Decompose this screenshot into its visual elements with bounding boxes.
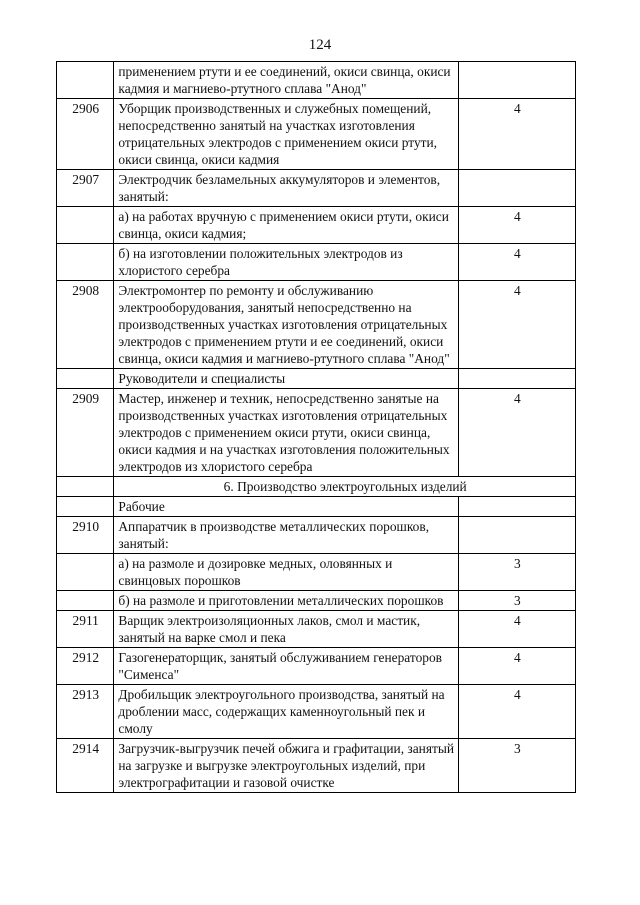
row-description: Аппаратчик в производстве металлических порошков, занятый: <box>114 517 458 554</box>
row-value: 4 <box>458 99 575 170</box>
row-code <box>57 477 114 497</box>
table-row <box>57 648 576 685</box>
table-row <box>57 369 576 389</box>
row-code <box>57 207 114 244</box>
row-code <box>57 62 114 99</box>
row-code: 2907 <box>57 170 114 207</box>
table-row <box>57 207 576 244</box>
row-description: Уборщик производственных и служебных помещений, непосредственно занятый на участках изготовления отрицательных электродов с применением окиси ртути, окиси свинца, окиси кадмия <box>114 99 458 170</box>
row-value <box>458 62 575 99</box>
table-row <box>57 99 576 170</box>
row-value <box>458 369 575 389</box>
row-code: 2908 <box>57 281 114 369</box>
table-row <box>57 244 576 281</box>
row-value: 4 <box>458 281 575 369</box>
table-row <box>57 62 576 99</box>
row-description: б) на размоле и приготовлении металлических порошков <box>114 591 458 611</box>
row-value: 4 <box>458 685 575 739</box>
row-value: 4 <box>458 207 575 244</box>
row-value: 4 <box>458 611 575 648</box>
row-code: 2913 <box>57 685 114 739</box>
table-row <box>57 554 576 591</box>
table-row <box>57 497 576 517</box>
row-description: применением ртути и ее соединений, окиси свинца, окиси кадмия и магниево-ртутного сплава "Анод" <box>114 62 458 99</box>
table-row <box>57 739 576 793</box>
row-value: 3 <box>458 739 575 793</box>
row-description: Мастер, инженер и техник, непосредственно занятые на производственных участках изготовления отрицательных электродов с применением окиси ртути, окиси свинца, окиси кадмия и на участках изготовления положительных электродов из хлористого серебра <box>114 389 458 477</box>
row-code <box>57 554 114 591</box>
row-code: 2912 <box>57 648 114 685</box>
row-description: Варщик электроизоляционных лаков, смол и мастик, занятый на варке смол и пека <box>114 611 458 648</box>
row-value: 3 <box>458 591 575 611</box>
occupation-table <box>56 61 576 793</box>
row-description: б) на изготовлении положительных электродов из хлористого серебра <box>114 244 458 281</box>
row-value <box>458 517 575 554</box>
row-description: Рабочие <box>114 497 458 517</box>
table-row <box>57 281 576 369</box>
table-row <box>57 170 576 207</box>
row-code <box>57 244 114 281</box>
row-description: Электромонтер по ремонту и обслуживанию электрооборудования, занятый непосредственно на производственных участках изготовления отрицательных электродов с применением ртути и ее соединений, окиси свинца, окиси кадмия и магниево-ртутного сплава "Анод" <box>114 281 458 369</box>
row-description: Электродчик безламельных аккумуляторов и элементов, занятый: <box>114 170 458 207</box>
row-code: 2911 <box>57 611 114 648</box>
row-description: Газогенераторщик, занятый обслуживанием генераторов "Сименса" <box>114 648 458 685</box>
table-row <box>57 389 576 477</box>
row-code: 2906 <box>57 99 114 170</box>
table-row <box>57 685 576 739</box>
row-description: Руководители и специалисты <box>114 369 458 389</box>
row-code: 2914 <box>57 739 114 793</box>
table-row <box>57 517 576 554</box>
table-row <box>57 591 576 611</box>
row-code <box>57 369 114 389</box>
row-value: 4 <box>458 244 575 281</box>
section-heading: 6. Производство электроугольных изделий <box>114 477 576 497</box>
row-description: а) на размоле и дозировке медных, оловянных и свинцовых порошков <box>114 554 458 591</box>
row-code <box>57 591 114 611</box>
row-description: Загрузчик-выгрузчик печей обжига и графитации, занятый на загрузке и выгрузке электроугольных изделий, при электрографитации и газовой очистке <box>114 739 458 793</box>
row-code <box>57 497 114 517</box>
row-description: а) на работах вручную с применением окиси ртути, окиси свинца, окиси кадмия; <box>114 207 458 244</box>
row-value <box>458 170 575 207</box>
page-number: 124 <box>308 37 332 53</box>
row-value: 3 <box>458 554 575 591</box>
row-value: 4 <box>458 648 575 685</box>
row-value <box>458 497 575 517</box>
row-code: 2910 <box>57 517 114 554</box>
table-row <box>57 611 576 648</box>
section-row <box>57 477 576 497</box>
row-code: 2909 <box>57 389 114 477</box>
row-value: 4 <box>458 389 575 477</box>
row-description: Дробильщик электроугольного производства, занятый на дроблении масс, содержащих каменноугольный пек и смолу <box>114 685 458 739</box>
